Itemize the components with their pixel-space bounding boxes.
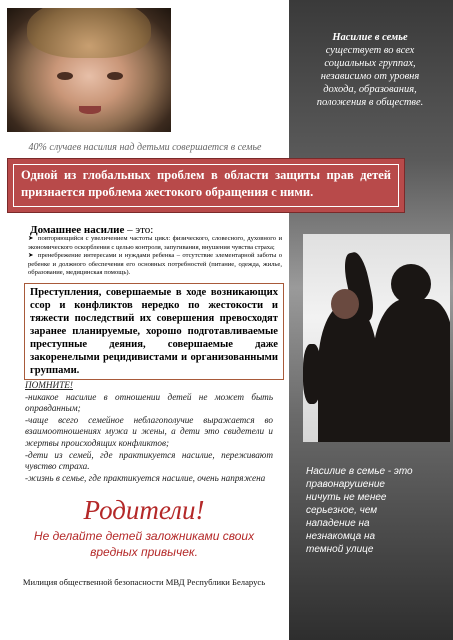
quote-bottom-line: правонарушение — [306, 479, 385, 490]
banner-text: Одной из глобальных проблем в области защиты прав детей признается проблема жестокого обращения с ними. — [13, 164, 399, 207]
quote-bottom-line: серьезное, чем — [306, 505, 378, 516]
quote-top-line: дохода, образования, — [323, 84, 417, 95]
arrow-bullet-icon: ➤ — [28, 252, 34, 259]
parents-title: Родители! — [83, 495, 205, 525]
quote-bottom-right — [306, 465, 442, 556]
domestic-dash: – это: — [124, 224, 154, 236]
quote-top-line: положения в обществе. — [316, 97, 424, 108]
quote-bottom-line: ничуть не менее — [306, 492, 387, 503]
remember-point: -дети из семей, где практикуется насилие, переживают чувство страха. — [25, 449, 273, 472]
footer-credit: Милиция общественной безопасности МВД Республики Беларусь — [22, 577, 266, 587]
list-item: ➤ повторяющийся с увеличением частоты цикл: физического, словесного, духовного и экономического оскорбления с целью контроля, запугивания, внушения чувства страха; — [28, 235, 282, 251]
remember-section — [25, 380, 273, 484]
parents-subtitle: Не делайте детей заложниками своих вредных привычек. — [33, 529, 255, 559]
remember-point: -чаще всего семейное неблагополучие выражается во взаимоотношениях мужа и жены, а дети это свидетели и жертвы происходящих конфликтов; — [25, 414, 273, 448]
remember-point: -никакое насилие в отношении детей не может быть оправданным; — [25, 391, 273, 414]
domestic-title: Домашнее насилие — [30, 224, 125, 236]
quote-bottom-line: нападение на — [306, 518, 370, 529]
stat-caption: 40% случаев насилия над детьми совершается в семье — [28, 142, 262, 153]
quote-bottom-line: Насилие в семье - это — [306, 466, 413, 477]
crying-girl-photo — [7, 8, 171, 132]
arrow-bullet-icon: ➤ — [28, 235, 34, 242]
quote-top-right — [300, 31, 440, 109]
remember-point: -жизнь в семье, где практикуется насилие, очень напряжена — [25, 472, 266, 483]
crime-text-box: Преступления, совершаемые в ходе возникающих ссор и конфликтов нередко по жестокости и тяжести последствий их совершения превосходят заранее планируемые, хорошо подготавливаемые преступные деяния, совершаемые даже закоренелыми рецидивистами и организованными группами. — [24, 283, 284, 380]
quote-top-bold: Насилие в семье — [332, 32, 408, 43]
quote-top-line: существует во всех — [325, 45, 415, 56]
quote-bottom-line: незнакомца на — [306, 531, 376, 542]
quote-top-line: социальных группах, — [324, 58, 416, 69]
main-banner — [7, 158, 405, 213]
quote-top-line: независимо от уровня — [320, 71, 420, 82]
violence-silhouette-photo — [303, 234, 450, 442]
quote-bottom-line: темной улице — [306, 544, 374, 555]
domestic-violence-list — [28, 235, 282, 278]
list-item: ➤ пренебрежение интересами и нуждами ребенка – отсутствие элементарной заботы о ребенке и должного обеспечения его основных потребностей (питание, одежда, жилье, образование, медицинская помощь). — [28, 252, 282, 276]
remember-title: ПОМНИТЕ! — [25, 380, 73, 390]
